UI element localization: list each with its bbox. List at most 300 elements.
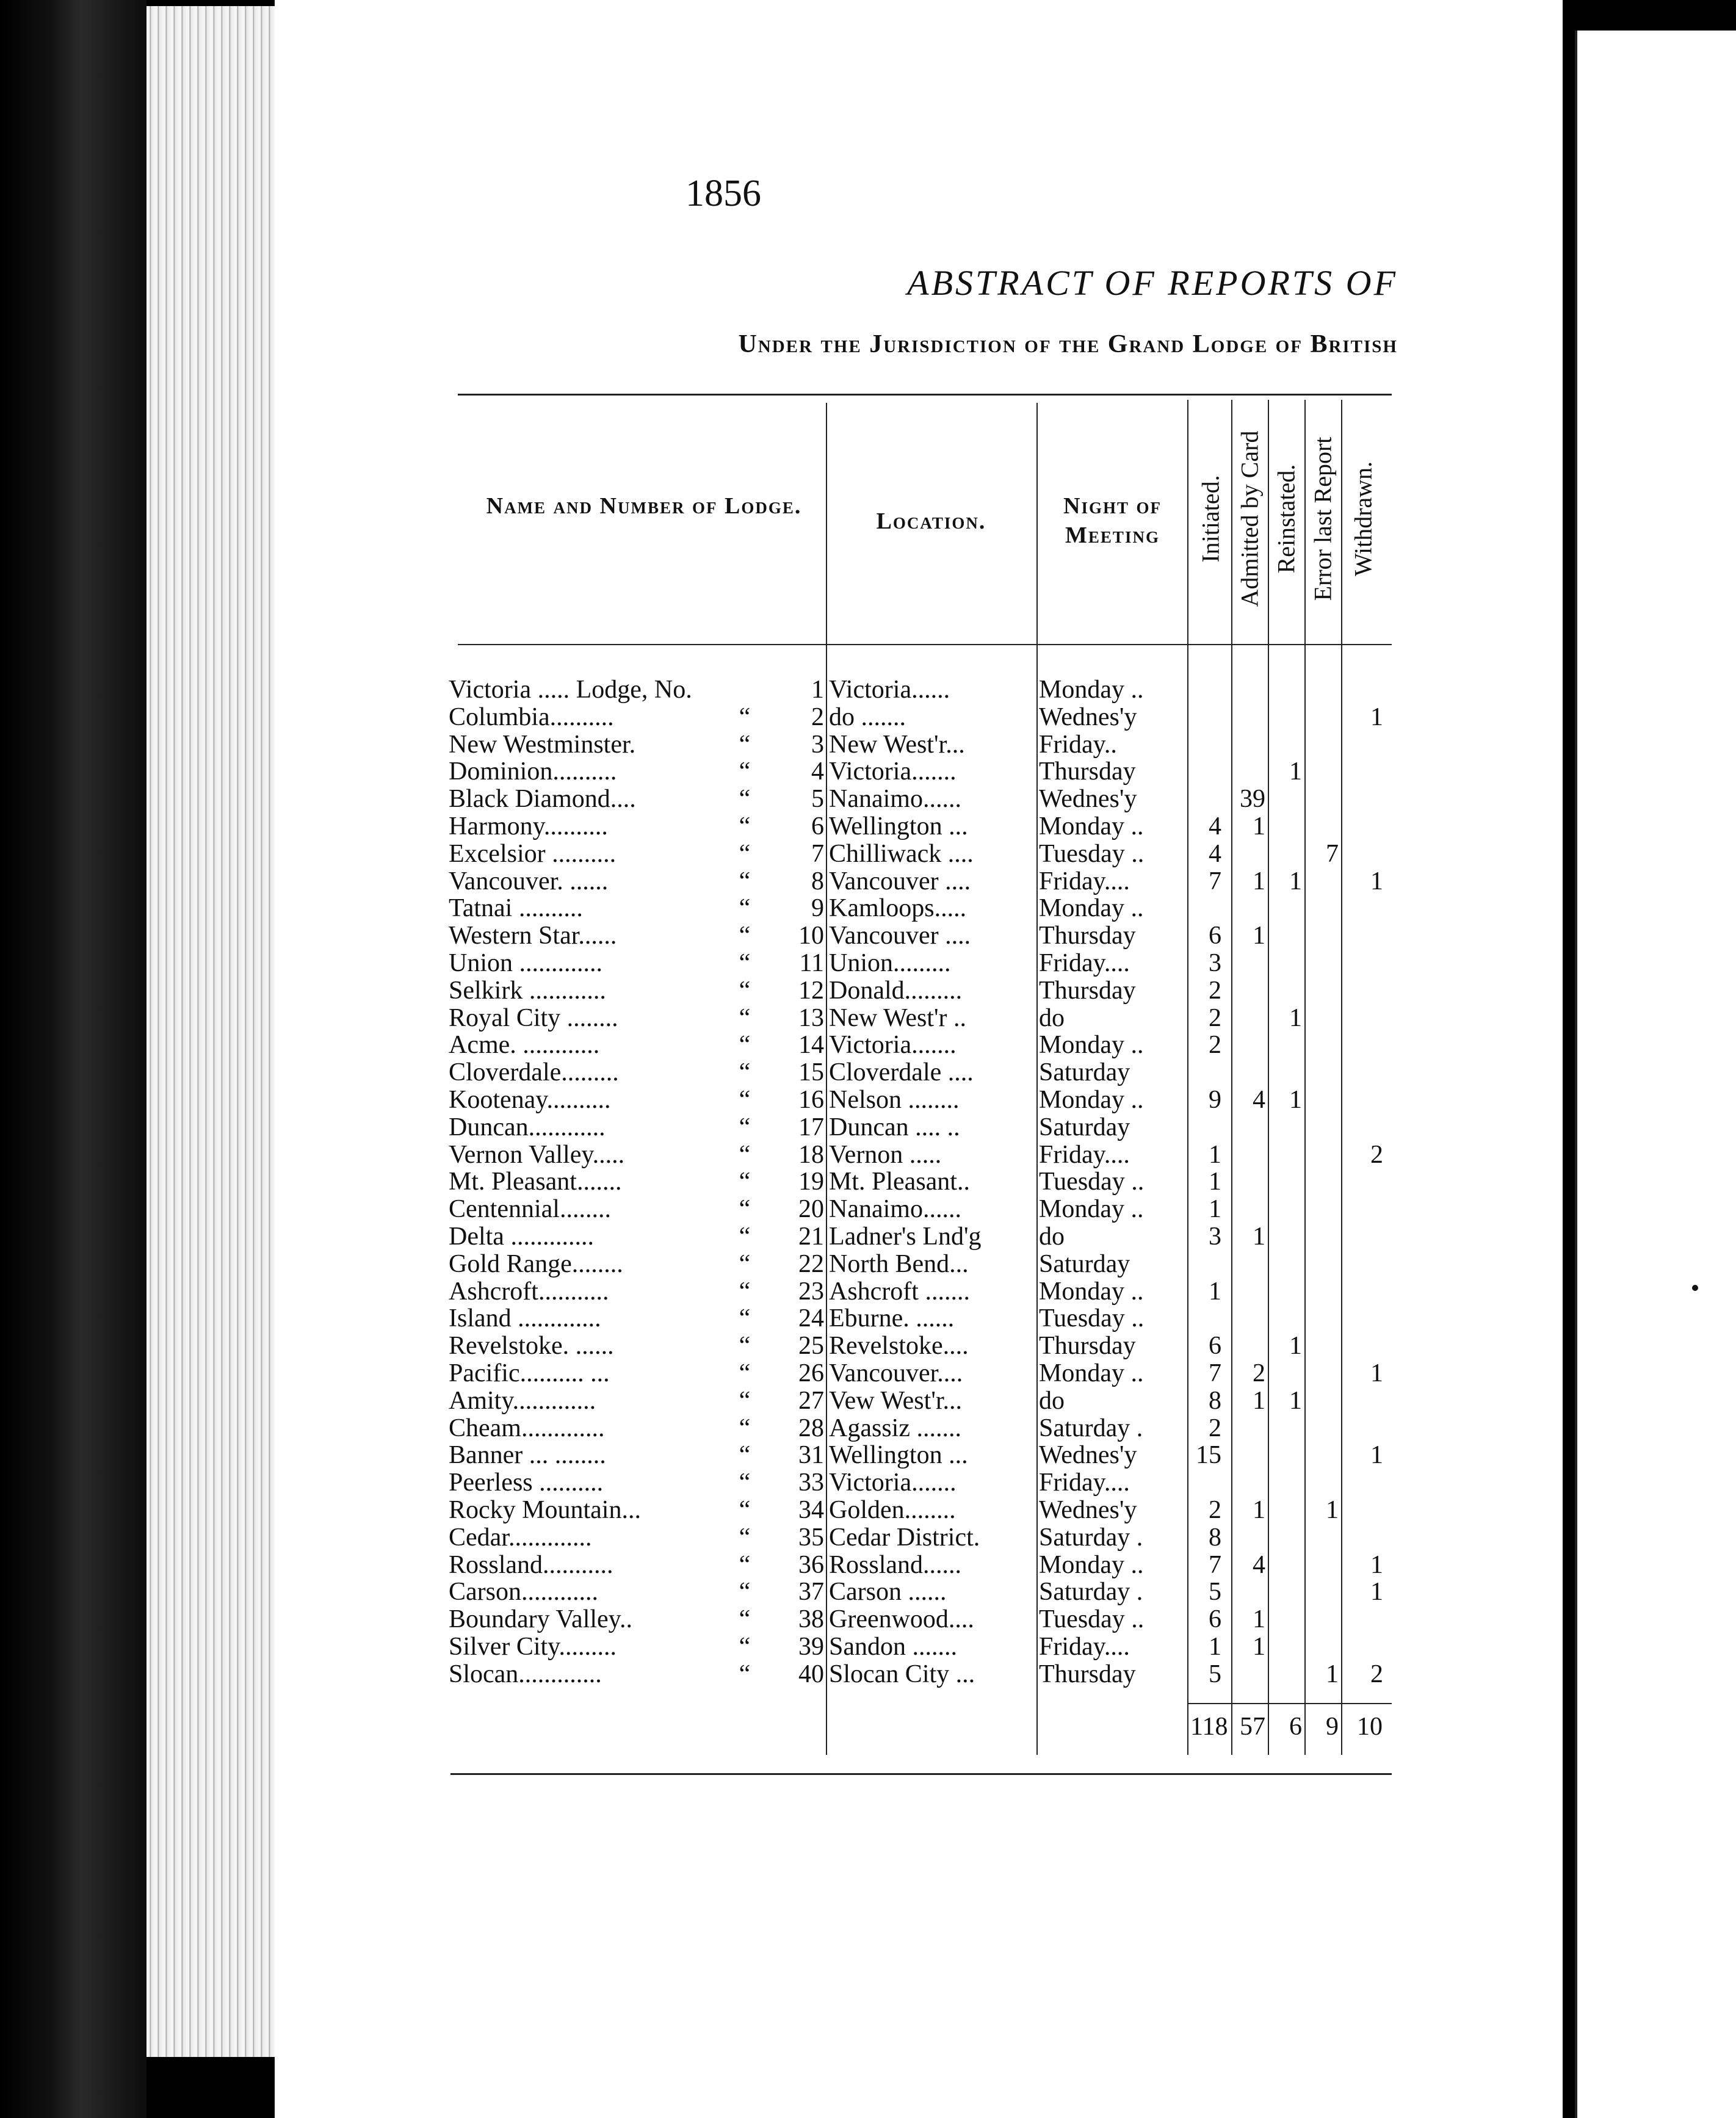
count-reinstated bbox=[1268, 786, 1302, 813]
ditto-mark: “ bbox=[739, 1278, 751, 1306]
lodge-name: Western Star...... bbox=[449, 922, 617, 950]
meeting-night: Saturday bbox=[1039, 1059, 1130, 1087]
meeting-night: Monday .. bbox=[1039, 895, 1144, 923]
meeting-night: Wednes'y bbox=[1039, 703, 1137, 731]
lodge-name: Pacific.......... ... bbox=[449, 1360, 610, 1387]
count-initiated bbox=[1187, 704, 1221, 731]
count-reinstated bbox=[1268, 977, 1302, 1005]
count-admitted bbox=[1231, 840, 1265, 868]
meeting-night: Saturday bbox=[1039, 1250, 1130, 1278]
count-withdrawn bbox=[1349, 1032, 1383, 1059]
count-admitted: 4 bbox=[1253, 1551, 1265, 1579]
count-initiated: 2 bbox=[1209, 1032, 1221, 1060]
count-initiated: 7 bbox=[1209, 867, 1221, 895]
lodge-name: Excelsior .......... bbox=[449, 840, 617, 868]
count-admitted: 1 bbox=[1253, 1223, 1265, 1251]
ditto-mark: “ bbox=[739, 1551, 751, 1579]
count-reinstated bbox=[1268, 1442, 1302, 1469]
count-error bbox=[1304, 1578, 1339, 1606]
count-error bbox=[1304, 1251, 1339, 1278]
ditto-mark: “ bbox=[739, 731, 751, 759]
count-initiated: 2 bbox=[1209, 1497, 1221, 1524]
count-withdrawn bbox=[1349, 1633, 1383, 1661]
lodge-number: 38 bbox=[798, 1606, 824, 1634]
count-admitted: 1 bbox=[1253, 922, 1265, 950]
count-withdrawn: 1 bbox=[1370, 1442, 1383, 1470]
lodge-location: Victoria....... bbox=[829, 1032, 957, 1060]
ditto-mark: “ bbox=[739, 1633, 751, 1661]
lodge-number: 2 bbox=[811, 703, 824, 731]
count-withdrawn bbox=[1349, 895, 1383, 922]
lodge-name: Royal City ........ bbox=[449, 1004, 618, 1032]
count-withdrawn bbox=[1349, 922, 1383, 950]
meeting-night: Thursday bbox=[1039, 1660, 1136, 1688]
count-withdrawn bbox=[1349, 786, 1383, 813]
ditto-mark: “ bbox=[739, 1469, 751, 1497]
count-admitted: 2 bbox=[1253, 1360, 1265, 1387]
count-error bbox=[1304, 731, 1339, 759]
count-admitted bbox=[1231, 1005, 1265, 1032]
count-reinstated bbox=[1268, 1633, 1302, 1661]
count-error bbox=[1304, 1278, 1339, 1306]
count-reinstated bbox=[1268, 1196, 1302, 1223]
ditto-mark: “ bbox=[739, 1387, 751, 1415]
meeting-night: Friday.... bbox=[1039, 1633, 1130, 1661]
count-initiated bbox=[1187, 1469, 1221, 1497]
count-error bbox=[1304, 1086, 1339, 1114]
count-withdrawn bbox=[1349, 1251, 1383, 1278]
lodge-name: Island ............. bbox=[449, 1305, 601, 1333]
count-admitted bbox=[1231, 704, 1265, 731]
page-subtitle: Under the Jurisdiction of the Grand Lodge of British bbox=[738, 330, 1398, 358]
count-withdrawn bbox=[1349, 1497, 1383, 1524]
page-edges bbox=[146, 6, 275, 2057]
header-error-last-report: Error last Report bbox=[1309, 436, 1337, 601]
count-error bbox=[1304, 1032, 1339, 1059]
count-error bbox=[1304, 1332, 1339, 1360]
count-initiated: 2 bbox=[1209, 1004, 1221, 1032]
lodge-name: Harmony.......... bbox=[449, 813, 608, 840]
count-admitted bbox=[1231, 1578, 1265, 1606]
count-withdrawn: 1 bbox=[1370, 1578, 1383, 1607]
count-reinstated bbox=[1268, 1032, 1302, 1059]
count-reinstated bbox=[1268, 1251, 1302, 1278]
ditto-mark: “ bbox=[739, 1523, 751, 1552]
count-admitted bbox=[1231, 1141, 1265, 1169]
lodge-location: Nanaimo...... bbox=[829, 1196, 961, 1224]
meeting-night: Thursday bbox=[1039, 758, 1136, 786]
total-initiated: 118 bbox=[1190, 1713, 1228, 1741]
lodge-number: 22 bbox=[798, 1250, 824, 1278]
lodge-name: Peerless .......... bbox=[449, 1469, 604, 1497]
lodge-location: Rossland...... bbox=[829, 1551, 962, 1579]
count-error bbox=[1304, 1223, 1339, 1251]
count-initiated bbox=[1187, 895, 1221, 922]
column-divider bbox=[1036, 403, 1038, 1755]
count-admitted: 1 bbox=[1253, 1633, 1265, 1661]
header-bottom-rule bbox=[458, 644, 1392, 645]
count-admitted bbox=[1231, 1059, 1265, 1086]
count-withdrawn bbox=[1349, 1469, 1383, 1497]
count-reinstated bbox=[1268, 1141, 1302, 1169]
ditto-mark: “ bbox=[739, 1168, 751, 1196]
lodge-number: 14 bbox=[798, 1032, 824, 1060]
lodge-name: Gold Range........ bbox=[449, 1250, 623, 1278]
lodge-name: Selkirk ............ bbox=[449, 977, 606, 1005]
lodge-location: New West'r... bbox=[829, 731, 965, 759]
lodge-location: Nelson ........ bbox=[829, 1086, 960, 1114]
lodge-location: Cedar District. bbox=[829, 1523, 980, 1552]
lodge-name: New Westminster. bbox=[449, 731, 636, 759]
header-reinstated: Reinstated. bbox=[1272, 464, 1300, 574]
lodge-number: 31 bbox=[798, 1442, 824, 1470]
count-initiated bbox=[1187, 731, 1221, 759]
total-reinstated: 6 bbox=[1289, 1713, 1302, 1741]
meeting-night: Monday .. bbox=[1039, 1551, 1144, 1579]
count-reinstated bbox=[1268, 1114, 1302, 1141]
column-divider bbox=[826, 403, 827, 1755]
count-admitted: 1 bbox=[1253, 813, 1265, 840]
count-error bbox=[1304, 868, 1339, 895]
lodge-name: Carson............ bbox=[449, 1578, 598, 1607]
ditto-mark: “ bbox=[739, 950, 751, 977]
lodge-number: 21 bbox=[798, 1223, 824, 1251]
lodge-location: Agassiz ....... bbox=[829, 1414, 961, 1442]
ditto-mark: “ bbox=[739, 1113, 751, 1141]
count-reinstated bbox=[1268, 676, 1302, 704]
lodge-location: Union......... bbox=[829, 950, 951, 977]
count-initiated bbox=[1187, 1251, 1221, 1278]
count-admitted bbox=[1231, 1196, 1265, 1223]
lodge-number: 40 bbox=[798, 1660, 824, 1688]
ditto-mark bbox=[726, 676, 763, 704]
lodge-name: Revelstoke. ...... bbox=[449, 1332, 614, 1361]
count-admitted: 1 bbox=[1253, 867, 1265, 895]
page-title: ABSTRACT OF REPORTS OF bbox=[907, 263, 1398, 303]
lodge-name: Duncan............ bbox=[449, 1113, 606, 1141]
lodge-location: Revelstoke.... bbox=[829, 1332, 969, 1361]
count-initiated: 6 bbox=[1209, 1332, 1221, 1361]
ditto-mark: “ bbox=[739, 1332, 751, 1361]
count-reinstated bbox=[1268, 1497, 1302, 1524]
count-initiated: 7 bbox=[1209, 1360, 1221, 1387]
count-error bbox=[1304, 1469, 1339, 1497]
meeting-night: do bbox=[1039, 1223, 1065, 1251]
meeting-night: Thursday bbox=[1039, 977, 1136, 1005]
lodge-number: 24 bbox=[798, 1305, 824, 1333]
ditto-mark: “ bbox=[739, 758, 751, 786]
count-error bbox=[1304, 1524, 1339, 1552]
count-initiated: 5 bbox=[1209, 1660, 1221, 1688]
count-initiated: 8 bbox=[1209, 1523, 1221, 1552]
ditto-mark: “ bbox=[739, 867, 751, 895]
count-error bbox=[1304, 950, 1339, 977]
header-location: Location. bbox=[876, 508, 986, 534]
lodge-name: Cedar............. bbox=[449, 1523, 592, 1552]
count-reinstated bbox=[1268, 1168, 1302, 1196]
count-withdrawn bbox=[1349, 1059, 1383, 1086]
lodge-name: Dominion.......... bbox=[449, 758, 617, 786]
meeting-night: Tuesday .. bbox=[1039, 840, 1145, 868]
lodge-location: Golden........ bbox=[829, 1497, 956, 1524]
count-withdrawn bbox=[1349, 813, 1383, 840]
count-reinstated: 1 bbox=[1289, 867, 1302, 895]
ditto-mark: “ bbox=[739, 1223, 751, 1251]
lodge-name: Amity............. bbox=[449, 1387, 596, 1415]
lodge-location: Sandon ....... bbox=[829, 1633, 957, 1661]
header-lodge-name: Name and Number of Lodge. bbox=[486, 493, 802, 519]
count-admitted bbox=[1231, 1524, 1265, 1552]
lodge-number: 27 bbox=[798, 1387, 824, 1415]
meeting-night: Monday .. bbox=[1039, 1086, 1144, 1114]
count-admitted bbox=[1231, 1114, 1265, 1141]
ditto-mark: “ bbox=[739, 1004, 751, 1032]
lodge-name: Boundary Valley.. bbox=[449, 1606, 632, 1634]
meeting-night: Monday .. bbox=[1039, 813, 1144, 840]
lodge-number: 17 bbox=[798, 1113, 824, 1141]
lodge-location: Vancouver.... bbox=[829, 1360, 963, 1387]
lodge-location: Mt. Pleasant.. bbox=[829, 1168, 970, 1196]
count-admitted bbox=[1231, 895, 1265, 922]
count-reinstated bbox=[1268, 704, 1302, 731]
ditto-mark: “ bbox=[739, 786, 751, 814]
count-withdrawn: 1 bbox=[1370, 867, 1383, 895]
meeting-night: Wednes'y bbox=[1039, 1497, 1137, 1524]
ditto-mark: “ bbox=[739, 1414, 751, 1442]
lodge-location: Ladner's Lnd'g bbox=[829, 1223, 982, 1251]
meeting-night: Saturday . bbox=[1039, 1523, 1143, 1552]
count-error bbox=[1304, 1387, 1339, 1415]
meeting-night: Friday.... bbox=[1039, 1469, 1130, 1497]
count-admitted: 39 bbox=[1240, 786, 1265, 814]
count-error bbox=[1304, 1168, 1339, 1196]
count-error: 1 bbox=[1326, 1497, 1339, 1524]
meeting-night: Monday .. bbox=[1039, 1196, 1144, 1224]
meeting-night: Friday.... bbox=[1039, 867, 1130, 895]
count-admitted bbox=[1231, 1278, 1265, 1306]
count-initiated bbox=[1187, 758, 1221, 786]
count-error bbox=[1304, 1442, 1339, 1469]
count-withdrawn bbox=[1349, 1606, 1383, 1633]
count-error bbox=[1304, 1606, 1339, 1633]
lodge-location: Ashcroft ....... bbox=[829, 1278, 970, 1306]
count-error bbox=[1304, 1114, 1339, 1141]
count-initiated: 1 bbox=[1209, 1168, 1221, 1196]
lodge-name: Rocky Mountain... bbox=[449, 1497, 641, 1524]
lodge-number: 13 bbox=[798, 1004, 824, 1032]
count-error bbox=[1304, 1552, 1339, 1579]
count-withdrawn bbox=[1349, 1223, 1383, 1251]
count-initiated: 1 bbox=[1209, 1278, 1221, 1306]
meeting-night: Tuesday .. bbox=[1039, 1305, 1145, 1333]
ditto-mark: “ bbox=[739, 1578, 751, 1607]
lodge-number: 39 bbox=[798, 1633, 824, 1661]
count-error bbox=[1304, 676, 1339, 704]
lodge-location: Vernon ..... bbox=[829, 1141, 942, 1169]
count-admitted: 1 bbox=[1253, 1497, 1265, 1524]
lodge-location: Duncan .... .. bbox=[829, 1113, 960, 1141]
lodge-name: Rossland........... bbox=[449, 1551, 613, 1579]
lodge-location: Eburne. ...... bbox=[829, 1305, 955, 1333]
column-divider bbox=[1341, 400, 1342, 1755]
ditto-mark: “ bbox=[739, 703, 751, 731]
count-withdrawn bbox=[1349, 1524, 1383, 1552]
lodge-name: Silver City......... bbox=[449, 1633, 617, 1661]
count-reinstated bbox=[1268, 731, 1302, 759]
lodge-number: 10 bbox=[798, 922, 824, 950]
count-withdrawn bbox=[1349, 1114, 1383, 1141]
total-withdrawn: 10 bbox=[1357, 1713, 1383, 1741]
count-withdrawn bbox=[1349, 1168, 1383, 1196]
lodge-name: Slocan............. bbox=[449, 1660, 602, 1688]
count-withdrawn bbox=[1349, 840, 1383, 868]
header-withdrawn: Withdrawn. bbox=[1349, 461, 1377, 577]
lodge-location: Kamloops..... bbox=[829, 895, 967, 923]
count-reinstated bbox=[1268, 1661, 1302, 1688]
count-withdrawn bbox=[1349, 1332, 1383, 1360]
lodge-name: Black Diamond.... bbox=[449, 786, 636, 814]
count-initiated: 15 bbox=[1196, 1442, 1221, 1470]
lodge-number: 12 bbox=[798, 977, 824, 1005]
meeting-night: Tuesday .. bbox=[1039, 1168, 1145, 1196]
count-reinstated bbox=[1268, 950, 1302, 977]
count-error bbox=[1304, 758, 1339, 786]
count-admitted bbox=[1231, 950, 1265, 977]
count-error bbox=[1304, 1305, 1339, 1332]
count-initiated: 6 bbox=[1209, 922, 1221, 950]
lodge-name: Centennial........ bbox=[449, 1196, 611, 1224]
lodge-name: Ashcroft........... bbox=[449, 1278, 609, 1306]
meeting-night: Monday .. bbox=[1039, 676, 1144, 704]
count-admitted bbox=[1231, 1251, 1265, 1278]
count-admitted bbox=[1231, 1415, 1265, 1442]
count-error bbox=[1304, 813, 1339, 840]
count-withdrawn bbox=[1349, 1415, 1383, 1442]
lodge-name: Cloverdale......... bbox=[449, 1059, 619, 1087]
speck bbox=[1692, 1285, 1698, 1291]
count-error: 1 bbox=[1326, 1660, 1339, 1688]
lodge-number: 37 bbox=[798, 1578, 824, 1607]
lodge-name: Acme. ............ bbox=[449, 1032, 600, 1060]
lodge-number: 35 bbox=[798, 1523, 824, 1552]
lodge-name: Delta ............. bbox=[449, 1223, 594, 1251]
totals-rule bbox=[1187, 1703, 1392, 1704]
count-error bbox=[1304, 977, 1339, 1005]
count-reinstated: 1 bbox=[1289, 1086, 1302, 1114]
count-admitted bbox=[1231, 1469, 1265, 1497]
lodge-number: 23 bbox=[798, 1278, 824, 1306]
lodge-number: 4 bbox=[811, 758, 824, 786]
count-reinstated bbox=[1268, 1469, 1302, 1497]
meeting-night: Saturday . bbox=[1039, 1578, 1143, 1607]
count-initiated bbox=[1187, 1059, 1221, 1086]
lodge-location: Greenwood.... bbox=[829, 1606, 974, 1634]
lodge-location: Victoria....... bbox=[829, 758, 957, 786]
count-initiated bbox=[1187, 786, 1221, 813]
count-error bbox=[1304, 1196, 1339, 1223]
lodge-number: 18 bbox=[798, 1141, 824, 1169]
count-reinstated: 1 bbox=[1289, 1332, 1302, 1361]
count-admitted bbox=[1231, 1305, 1265, 1332]
lodge-number: 20 bbox=[798, 1196, 824, 1224]
count-error bbox=[1304, 1360, 1339, 1387]
count-error bbox=[1304, 895, 1339, 922]
count-admitted: 4 bbox=[1253, 1086, 1265, 1114]
count-reinstated: 1 bbox=[1289, 1387, 1302, 1415]
total-admitted: 57 bbox=[1240, 1713, 1265, 1741]
meeting-night: Monday .. bbox=[1039, 1360, 1144, 1387]
lodge-name: Tatnai .......... bbox=[449, 895, 583, 923]
meeting-night: Thursday bbox=[1039, 922, 1136, 950]
meeting-night: Wednes'y bbox=[1039, 1442, 1137, 1470]
count-reinstated bbox=[1268, 1552, 1302, 1579]
count-reinstated: 1 bbox=[1289, 758, 1302, 786]
lodge-number: 8 bbox=[811, 867, 824, 895]
lodge-name: Columbia.......... bbox=[449, 703, 614, 731]
ditto-mark: “ bbox=[739, 840, 751, 868]
lodge-location: Wellington ... bbox=[829, 1442, 968, 1470]
ditto-mark: “ bbox=[739, 1086, 751, 1114]
lodge-number: 19 bbox=[798, 1168, 824, 1196]
count-initiated: 5 bbox=[1209, 1578, 1221, 1607]
count-initiated: 8 bbox=[1209, 1387, 1221, 1415]
count-reinstated: 1 bbox=[1289, 1004, 1302, 1032]
meeting-night: Monday .. bbox=[1039, 1278, 1144, 1306]
lodge-name: Mt. Pleasant....... bbox=[449, 1168, 622, 1196]
count-withdrawn bbox=[1349, 1305, 1383, 1332]
ditto-mark: “ bbox=[739, 977, 751, 1005]
lodge-name: Kootenay.......... bbox=[449, 1086, 611, 1114]
count-withdrawn: 1 bbox=[1370, 703, 1383, 731]
facing-page bbox=[1575, 31, 1736, 2118]
count-admitted bbox=[1231, 977, 1265, 1005]
count-reinstated bbox=[1268, 1223, 1302, 1251]
meeting-night: do bbox=[1039, 1387, 1065, 1415]
count-initiated bbox=[1187, 676, 1221, 704]
lodge-location: Victoria...... bbox=[829, 676, 950, 704]
count-withdrawn bbox=[1349, 1387, 1383, 1415]
count-withdrawn bbox=[1349, 1086, 1383, 1114]
count-reinstated bbox=[1268, 1606, 1302, 1633]
ditto-mark: “ bbox=[739, 1660, 751, 1688]
lodge-location: Vew West'r... bbox=[829, 1387, 963, 1415]
count-initiated: 2 bbox=[1209, 1414, 1221, 1442]
count-initiated bbox=[1187, 1114, 1221, 1141]
count-admitted bbox=[1231, 758, 1265, 786]
count-initiated: 2 bbox=[1209, 977, 1221, 1005]
count-reinstated bbox=[1268, 1059, 1302, 1086]
ditto-mark: “ bbox=[739, 922, 751, 950]
meeting-night: Friday.... bbox=[1039, 950, 1130, 977]
count-admitted bbox=[1231, 1661, 1265, 1688]
lodge-name: Vernon Valley..... bbox=[449, 1141, 625, 1169]
lodge-location: Wellington ... bbox=[829, 813, 968, 840]
meeting-night: Friday.... bbox=[1039, 1141, 1130, 1169]
count-initiated: 3 bbox=[1209, 1223, 1221, 1251]
count-reinstated bbox=[1268, 813, 1302, 840]
lodge-name: Union ............. bbox=[449, 950, 602, 977]
count-withdrawn bbox=[1349, 977, 1383, 1005]
header-admitted-by-card: Admitted by Card bbox=[1235, 430, 1264, 607]
lodge-number: 36 bbox=[798, 1551, 824, 1579]
count-error bbox=[1304, 704, 1339, 731]
count-reinstated bbox=[1268, 1360, 1302, 1387]
lodge-number: 33 bbox=[798, 1469, 824, 1497]
count-admitted bbox=[1231, 1032, 1265, 1059]
lodge-location: North Bend... bbox=[829, 1250, 969, 1278]
count-admitted bbox=[1231, 1168, 1265, 1196]
count-admitted bbox=[1231, 1332, 1265, 1360]
